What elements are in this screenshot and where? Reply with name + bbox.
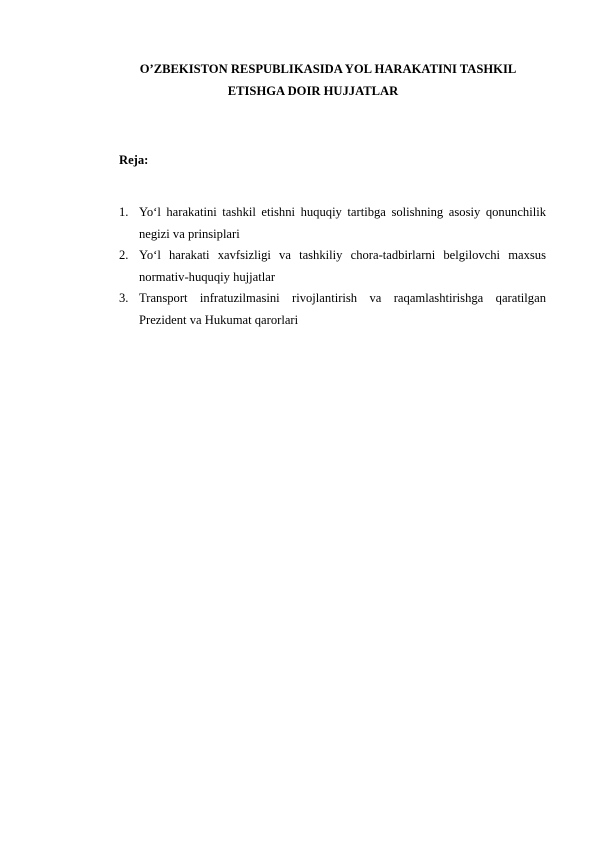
- plan-item-text: Transport infratuzilmasini rivojlantirish va raqamlashtirishga qaratilgan Prezident va Hukumat qarorlari: [139, 291, 546, 327]
- plan-label: Reja:: [119, 153, 149, 167]
- plan-item-text: Yo‘l harakatini tashkil etishni huquqiy tartibga solishning asosiy qonunchilik negizi va prinsiplari: [139, 205, 546, 241]
- plan-item-number: 2.: [119, 248, 129, 262]
- plan-item-1: [119, 202, 546, 245]
- title-line-1: O’ZBEKISTON RESPUBLIKASIDA YOL HARAKATINI TASHKIL: [139, 62, 517, 76]
- plan-item-3: [119, 288, 546, 331]
- plan-item-2: [119, 245, 546, 288]
- plan-list: [119, 202, 546, 331]
- title-line-2: ETISHGA DOIR HUJJATLAR: [227, 84, 399, 98]
- document-title: [110, 58, 546, 102]
- plan-item-number: 1.: [119, 205, 129, 219]
- plan-item-number: 3.: [119, 291, 129, 305]
- plan-item-text: Yo‘l harakati xavfsizligi va tashkiliy chora-tadbirlarni belgilovchi maxsus normativ-huquqiy hujjatlar: [139, 248, 546, 284]
